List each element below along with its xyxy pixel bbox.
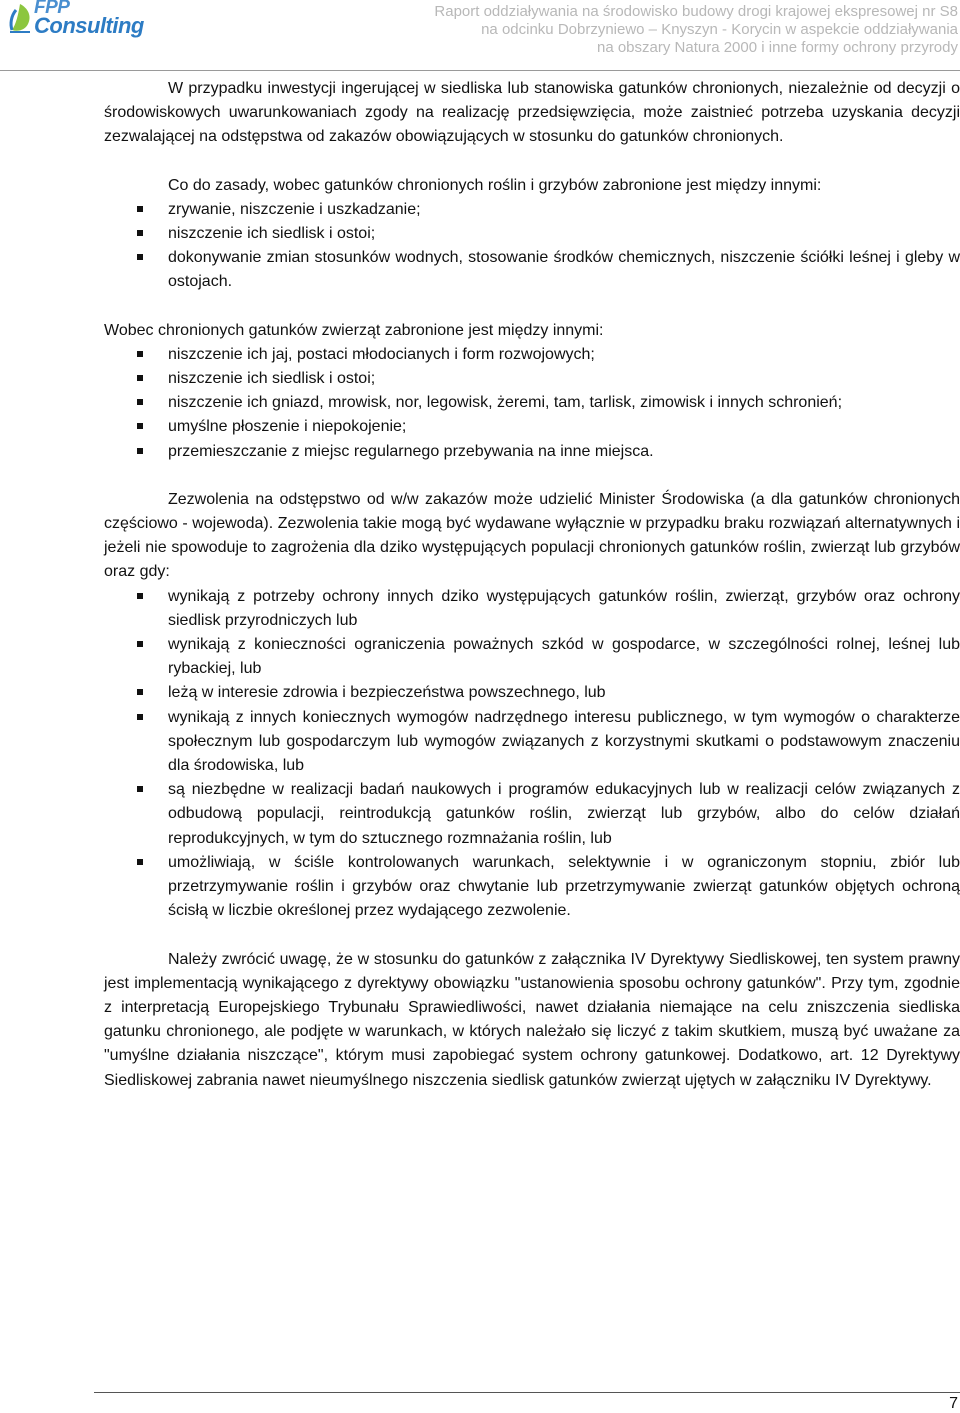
bullet-icon [137, 375, 143, 381]
header-divider [0, 70, 960, 71]
page-number: 7 [949, 1395, 958, 1412]
bullet-icon [137, 230, 143, 236]
bullet-icon [137, 593, 143, 599]
bullet-icon [137, 206, 143, 212]
list-item: niszczenie ich gniazd, mrowisk, nor, legowisk, żeremi, tam, tarlisk, zimowisk i innych schronień; [104, 391, 960, 415]
list-item: umożliwiają, w ściśle kontrolowanych warunkach, selektywnie i w ograniczonym stopniu, zbiór lub przetrzymywanie roślin i grzybów oraz chwytanie lub przetrzymywanie zwierząt gatunków objętych ochroną ścisłą w liczbie określonej przez wydającego zezwolenie. [104, 851, 960, 924]
list-item: niszczenie ich jaj, postaci młodocianych i form rozwojowych; [104, 343, 960, 367]
page-body [104, 77, 960, 1093]
page-header [0, 0, 960, 72]
bullet-icon [137, 448, 143, 454]
bullet-icon [137, 254, 143, 260]
paragraph-exemption-conditions: Zezwolenia na odstępstwo od w/w zakazów może udzielić Minister Środowiska (a dla gatunków chronionych częściowo - wojewoda). Zezwolenia takie mogą być wydawane wyłącznie w przypadku braku rozwiązań alternatywnych i jeżeli nie spowoduje to zagrożenia dla dziko występujących populacji chronionych gatunków roślin, zwierząt lub grzybów oraz gdy: [104, 490, 960, 581]
bullet-icon [137, 423, 143, 429]
document-title [434, 3, 958, 57]
paragraph-exemption-decision: W przypadku inwestycji ingerującej w siedliska lub stanowiska gatunków chronionych, niezależnie od decyzji o środowiskowych uwarunkowaniach zgody na realizację przedsięwzięcia, może zaistnieć potrzeba uzyskania decyzji zezwalającej na odstępstwa od zakazów obowiązujących w stosunku do gatunków chronionych. [104, 80, 960, 146]
bullet-icon [137, 786, 143, 792]
fpp-consulting-logo [8, 0, 158, 42]
list-item: niszczenie ich siedlisk i ostoi; [104, 222, 960, 246]
list-item: umyślne płoszenie i niepokojenie; [104, 415, 960, 439]
list-item: wynikają z innych koniecznych wymogów nadrzędnego interesu publicznego, w tym wymogów o charakterze społecznym lub gospodarczym lub wymogów związanych z korzystnymi skutkami o podstawowym znaczeniu dla środowiska, lub [104, 706, 960, 779]
bullet-icon [137, 641, 143, 647]
footer-divider [94, 1392, 960, 1393]
document-title-line: Raport oddziaływania na środowisko budowy drogi krajowej ekspresowej nr S8 [434, 3, 958, 20]
animals-prohibitions-list [104, 343, 960, 464]
bullet-icon [137, 399, 143, 405]
list-item: przemieszczanie z miejsc regularnego przebywania na inne miejsca. [104, 440, 960, 464]
logo-fpp-text: FPP [34, 0, 70, 18]
list-item: dokonywanie zmian stosunków wodnych, stosowanie środków chemicznych, niszczenie ściółki leśnej i gleby w ostojach. [104, 246, 960, 294]
exemption-conditions-list [104, 585, 960, 924]
list-item: są niezbędne w realizacji badań naukowych i programów edukacyjnych lub w realizacji celów związanych z odbudową populacji, reintrodukcją gatunków roślin, zwierząt lub grzybów, albo do celów działań reprodukcyjnych, w tym do sztucznego rozmnażania roślin, lub [104, 778, 960, 851]
list-item: wynikają z potrzeby ochrony innych dziko występujących gatunków roślin, zwierząt, grzybów oraz ochrony siedlisk przyrodniczych lub [104, 585, 960, 633]
list-item: niszczenie ich siedlisk i ostoi; [104, 367, 960, 391]
bullet-icon [137, 859, 143, 865]
list-item: zrywanie, niszczenie i uszkadzanie; [104, 198, 960, 222]
bullet-icon [137, 351, 143, 357]
bullet-icon [137, 714, 143, 720]
bullet-icon [137, 689, 143, 695]
document-title-line: na odcinku Dobrzyniewo – Knyszyn - Korycin w aspekcie oddziaływania [481, 21, 958, 38]
logo-leaf-icon [8, 2, 36, 38]
list-item: leżą w interesie zdrowia i bezpieczeństwa powszechnego, lub [104, 681, 960, 705]
paragraph-habitats-directive: Należy zwrócić uwagę, że w stosunku do gatunków z załącznika IV Dyrektywy Siedliskowej, ten system prawny jest implementacją wynikającego z dyrektywy obowiązku "ustanowienia sposobu ochrony gatunków". Przy tym, zgodnie z interpretacją Europejskiego Trybunału Sprawiedliwości, nawet działania niemające na celu zniszczenia siedliska gatunku chronionego, ale podjęte w warunkach, w których należało się liczyć z takim skutkiem, muszą być uważane za "umyślne działania niszczące", którym musi zapobiegać system ochrony gatunkowej. Dodatkowo, art. 12 Dyrektywy Siedliskowej zabrania nawet nieumyślnego niszczenia siedlisk gatunków zwierząt ujętych w załączniku IV Dyrektywy. [104, 950, 960, 1089]
paragraph-plants-prohibitions-intro: Co do zasady, wobec gatunków chronionych roślin i grzybów zabronione jest między innymi: [168, 176, 822, 194]
document-title-line: na obszary Natura 2000 i inne formy ochrony przyrody [596, 39, 958, 56]
plants-prohibitions-list [104, 198, 960, 295]
paragraph-animals-prohibitions-intro: Wobec chronionych gatunków zwierząt zabronione jest między innymi: [104, 321, 604, 339]
list-item: wynikają z konieczności ograniczenia poważnych szkód w gospodarce, w szczególności rolnej, leśnej lub rybackiej, lub [104, 633, 960, 681]
logo-consulting-text: Consulting [34, 13, 144, 38]
